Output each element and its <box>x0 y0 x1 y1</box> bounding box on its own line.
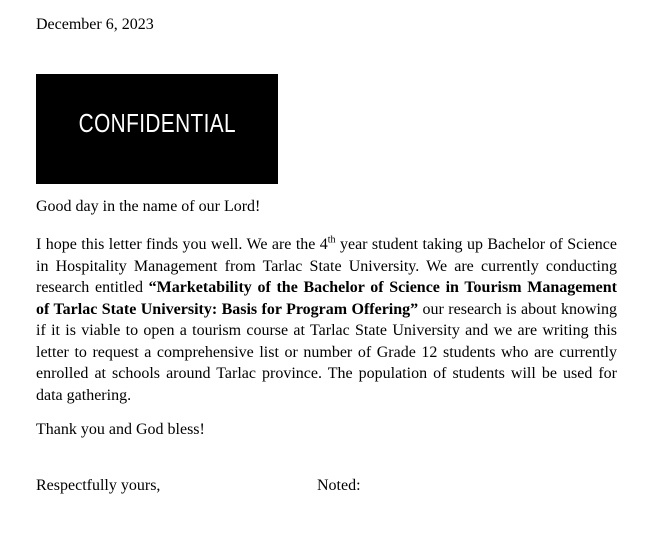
letter-body-paragraph <box>36 234 617 406</box>
letter-date: December 6, 2023 <box>36 16 154 33</box>
noted-label: Noted: <box>317 477 361 494</box>
research-title-bold: “Marketability of the Bachelor of Science in Tourism Management of Tarlac State University: Basis for Program Offering” <box>36 279 617 318</box>
body-text-segment-2: year student taking up Bachelor of Science in Hospitality Management from Tarlac State University. We are currently conducting research entitled <box>36 236 618 296</box>
ordinal-superscript: th <box>327 234 336 246</box>
confidential-stamp <box>36 74 278 184</box>
signature-label: Respectfully yours, <box>36 477 161 494</box>
letter-greeting: Good day in the name of our Lord! <box>36 198 261 215</box>
letter-closing: Thank you and God bless! <box>36 421 205 438</box>
body-text-segment-1: I hope this letter finds you well. We are the 4 <box>36 236 328 253</box>
body-text-segment-3: our research is about knowing if it is viable to open a tourism course at Tarlac State University and we are writing this letter to request a comprehensive list or number of Grade 12 students who are currently enrolled at schools around Tarlac province. The population of students will be used for data gathering. <box>36 300 617 404</box>
confidential-stamp-label: CONFIDENTIAL <box>78 107 236 138</box>
